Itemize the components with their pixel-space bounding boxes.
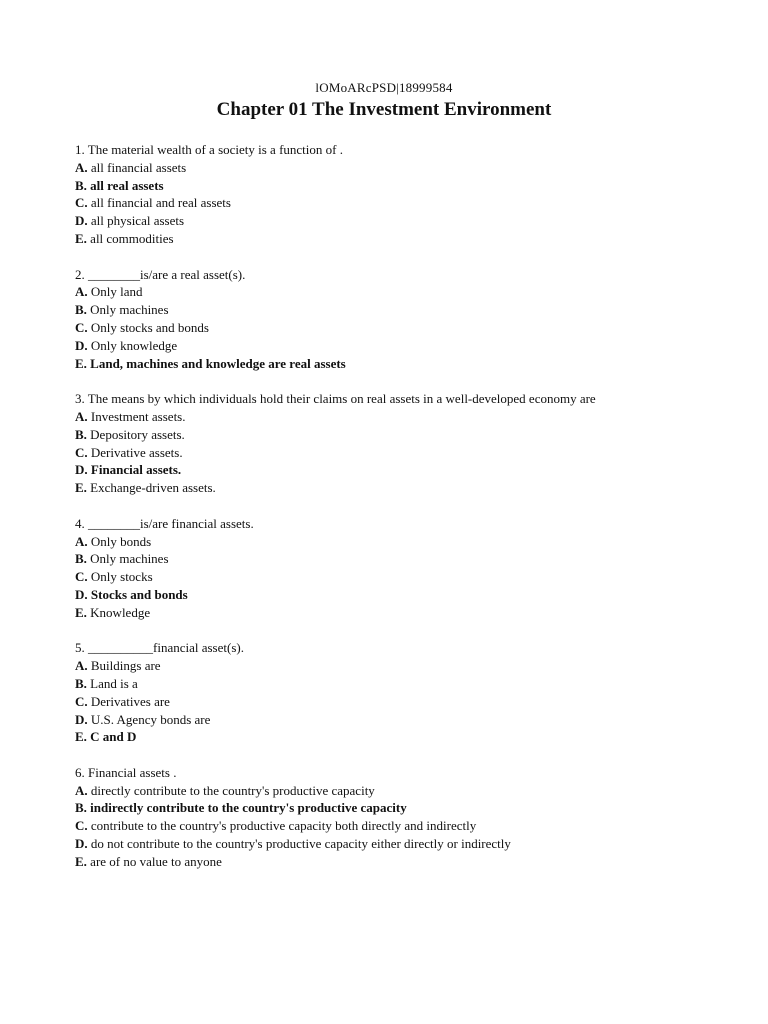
page-title: Chapter 01 The Investment Environment xyxy=(216,99,552,120)
question-text: 4. ________is/are financial assets. xyxy=(75,515,254,531)
option-letter: C. xyxy=(75,444,88,460)
option-letter: A. xyxy=(75,658,88,674)
option-letter: E. xyxy=(75,853,87,869)
question-text: 3. The means by which individuals hold their claims on real assets in a well-developed economy are xyxy=(75,391,596,407)
answer-option xyxy=(75,479,635,497)
answer-option xyxy=(75,604,635,622)
option-text: Derivatives are xyxy=(90,693,170,709)
option-letter: A. xyxy=(75,533,88,549)
answer-option xyxy=(75,319,635,337)
option-text: all physical assets xyxy=(90,213,185,229)
option-text: all financial assets xyxy=(90,159,187,175)
question-2 xyxy=(75,266,635,373)
answer-option xyxy=(75,568,635,586)
option-text: Investment assets. xyxy=(90,408,186,424)
option-letter: D. xyxy=(75,213,88,229)
option-text: Knowledge xyxy=(90,604,151,620)
answer-option xyxy=(75,550,635,568)
option-text: Financial assets. xyxy=(90,462,182,478)
option-text: Land is a xyxy=(90,675,138,691)
answer-option xyxy=(75,212,635,230)
option-text: all real assets xyxy=(90,177,164,193)
option-letter: C. xyxy=(75,319,88,335)
option-text: Land, machines and knowledge are real assets xyxy=(90,355,346,371)
answer-option xyxy=(75,301,635,319)
document-id: lOMoARcPSD|18999584 xyxy=(315,80,453,95)
option-letter: E. xyxy=(75,480,87,496)
option-letter: A. xyxy=(75,159,88,175)
option-letter: E. xyxy=(75,729,87,745)
option-letter: D. xyxy=(75,711,88,727)
answer-option xyxy=(75,461,635,479)
question-list xyxy=(75,141,635,888)
answer-option xyxy=(75,835,635,853)
option-text: U.S. Agency bonds are xyxy=(90,711,211,727)
option-letter: B. xyxy=(75,302,87,318)
answer-option xyxy=(75,283,635,301)
option-text: Buildings are xyxy=(90,658,161,674)
option-letter: E. xyxy=(75,355,87,371)
option-text: Only machines xyxy=(90,551,169,567)
question-4 xyxy=(75,515,635,622)
option-letter: B. xyxy=(75,675,87,691)
option-letter: C. xyxy=(75,818,88,834)
option-text: Depository assets. xyxy=(90,426,185,442)
option-text: indirectly contribute to the country's productive capacity xyxy=(90,800,407,816)
option-text: all financial and real assets xyxy=(90,195,231,211)
question-text: 1. The material wealth of a society is a function of . xyxy=(75,142,343,157)
answer-option xyxy=(75,177,635,195)
question-1 xyxy=(75,141,635,248)
option-text: C and D xyxy=(90,729,137,745)
question-3 xyxy=(75,390,635,497)
option-letter: E. xyxy=(75,230,87,246)
option-letter: B. xyxy=(75,177,87,193)
option-letter: A. xyxy=(75,284,88,300)
option-text: all commodities xyxy=(90,230,174,246)
option-letter: D. xyxy=(75,462,88,478)
option-letter: A. xyxy=(75,408,88,424)
option-letter: B. xyxy=(75,800,87,816)
answer-option xyxy=(75,230,635,248)
answer-option xyxy=(75,657,635,675)
option-text: Stocks and bonds xyxy=(90,586,188,602)
answer-option xyxy=(75,799,635,817)
answer-option xyxy=(75,728,635,746)
option-text: Only stocks and bonds xyxy=(90,319,209,335)
option-text: Only land xyxy=(90,284,143,300)
option-letter: A. xyxy=(75,782,88,798)
answer-option xyxy=(75,337,635,355)
question-text: 2. ________is/are a real asset(s). xyxy=(75,266,246,282)
answer-option xyxy=(75,194,635,212)
option-text: Exchange-driven assets. xyxy=(90,480,216,496)
option-text: directly contribute to the country's productive capacity xyxy=(90,782,375,798)
option-text: Only stocks xyxy=(90,569,153,585)
option-letter: D. xyxy=(75,337,88,353)
option-text: Only knowledge xyxy=(90,337,178,353)
answer-option xyxy=(75,586,635,604)
option-letter: C. xyxy=(75,693,88,709)
answer-option xyxy=(75,533,635,551)
option-letter: D. xyxy=(75,586,88,602)
option-text: Only bonds xyxy=(90,533,152,549)
option-text: contribute to the country's productive capacity both directly and indirectly xyxy=(90,818,477,834)
option-letter: B. xyxy=(75,426,87,442)
option-letter: C. xyxy=(75,569,88,585)
question-text: 6. Financial assets . xyxy=(75,764,177,780)
option-text: are of no value to anyone xyxy=(90,853,222,869)
option-text: Derivative assets. xyxy=(90,444,183,460)
answer-option xyxy=(75,782,635,800)
answer-option xyxy=(75,817,635,835)
answer-option xyxy=(75,444,635,462)
answer-option xyxy=(75,711,635,729)
answer-option xyxy=(75,693,635,711)
option-text: Only machines xyxy=(90,302,169,318)
question-6 xyxy=(75,764,635,871)
option-text: do not contribute to the country's productive capacity either directly or indirectly xyxy=(90,836,511,852)
question-5 xyxy=(75,639,635,746)
answer-option xyxy=(75,426,635,444)
answer-option xyxy=(75,675,635,693)
option-letter: D. xyxy=(75,836,88,852)
answer-option xyxy=(75,408,635,426)
option-letter: E. xyxy=(75,604,87,620)
answer-option xyxy=(75,355,635,373)
option-letter: B. xyxy=(75,551,87,567)
option-letter: C. xyxy=(75,195,88,211)
answer-option xyxy=(75,159,635,177)
answer-option xyxy=(75,853,635,871)
question-text: 5. __________financial asset(s). xyxy=(75,640,244,656)
